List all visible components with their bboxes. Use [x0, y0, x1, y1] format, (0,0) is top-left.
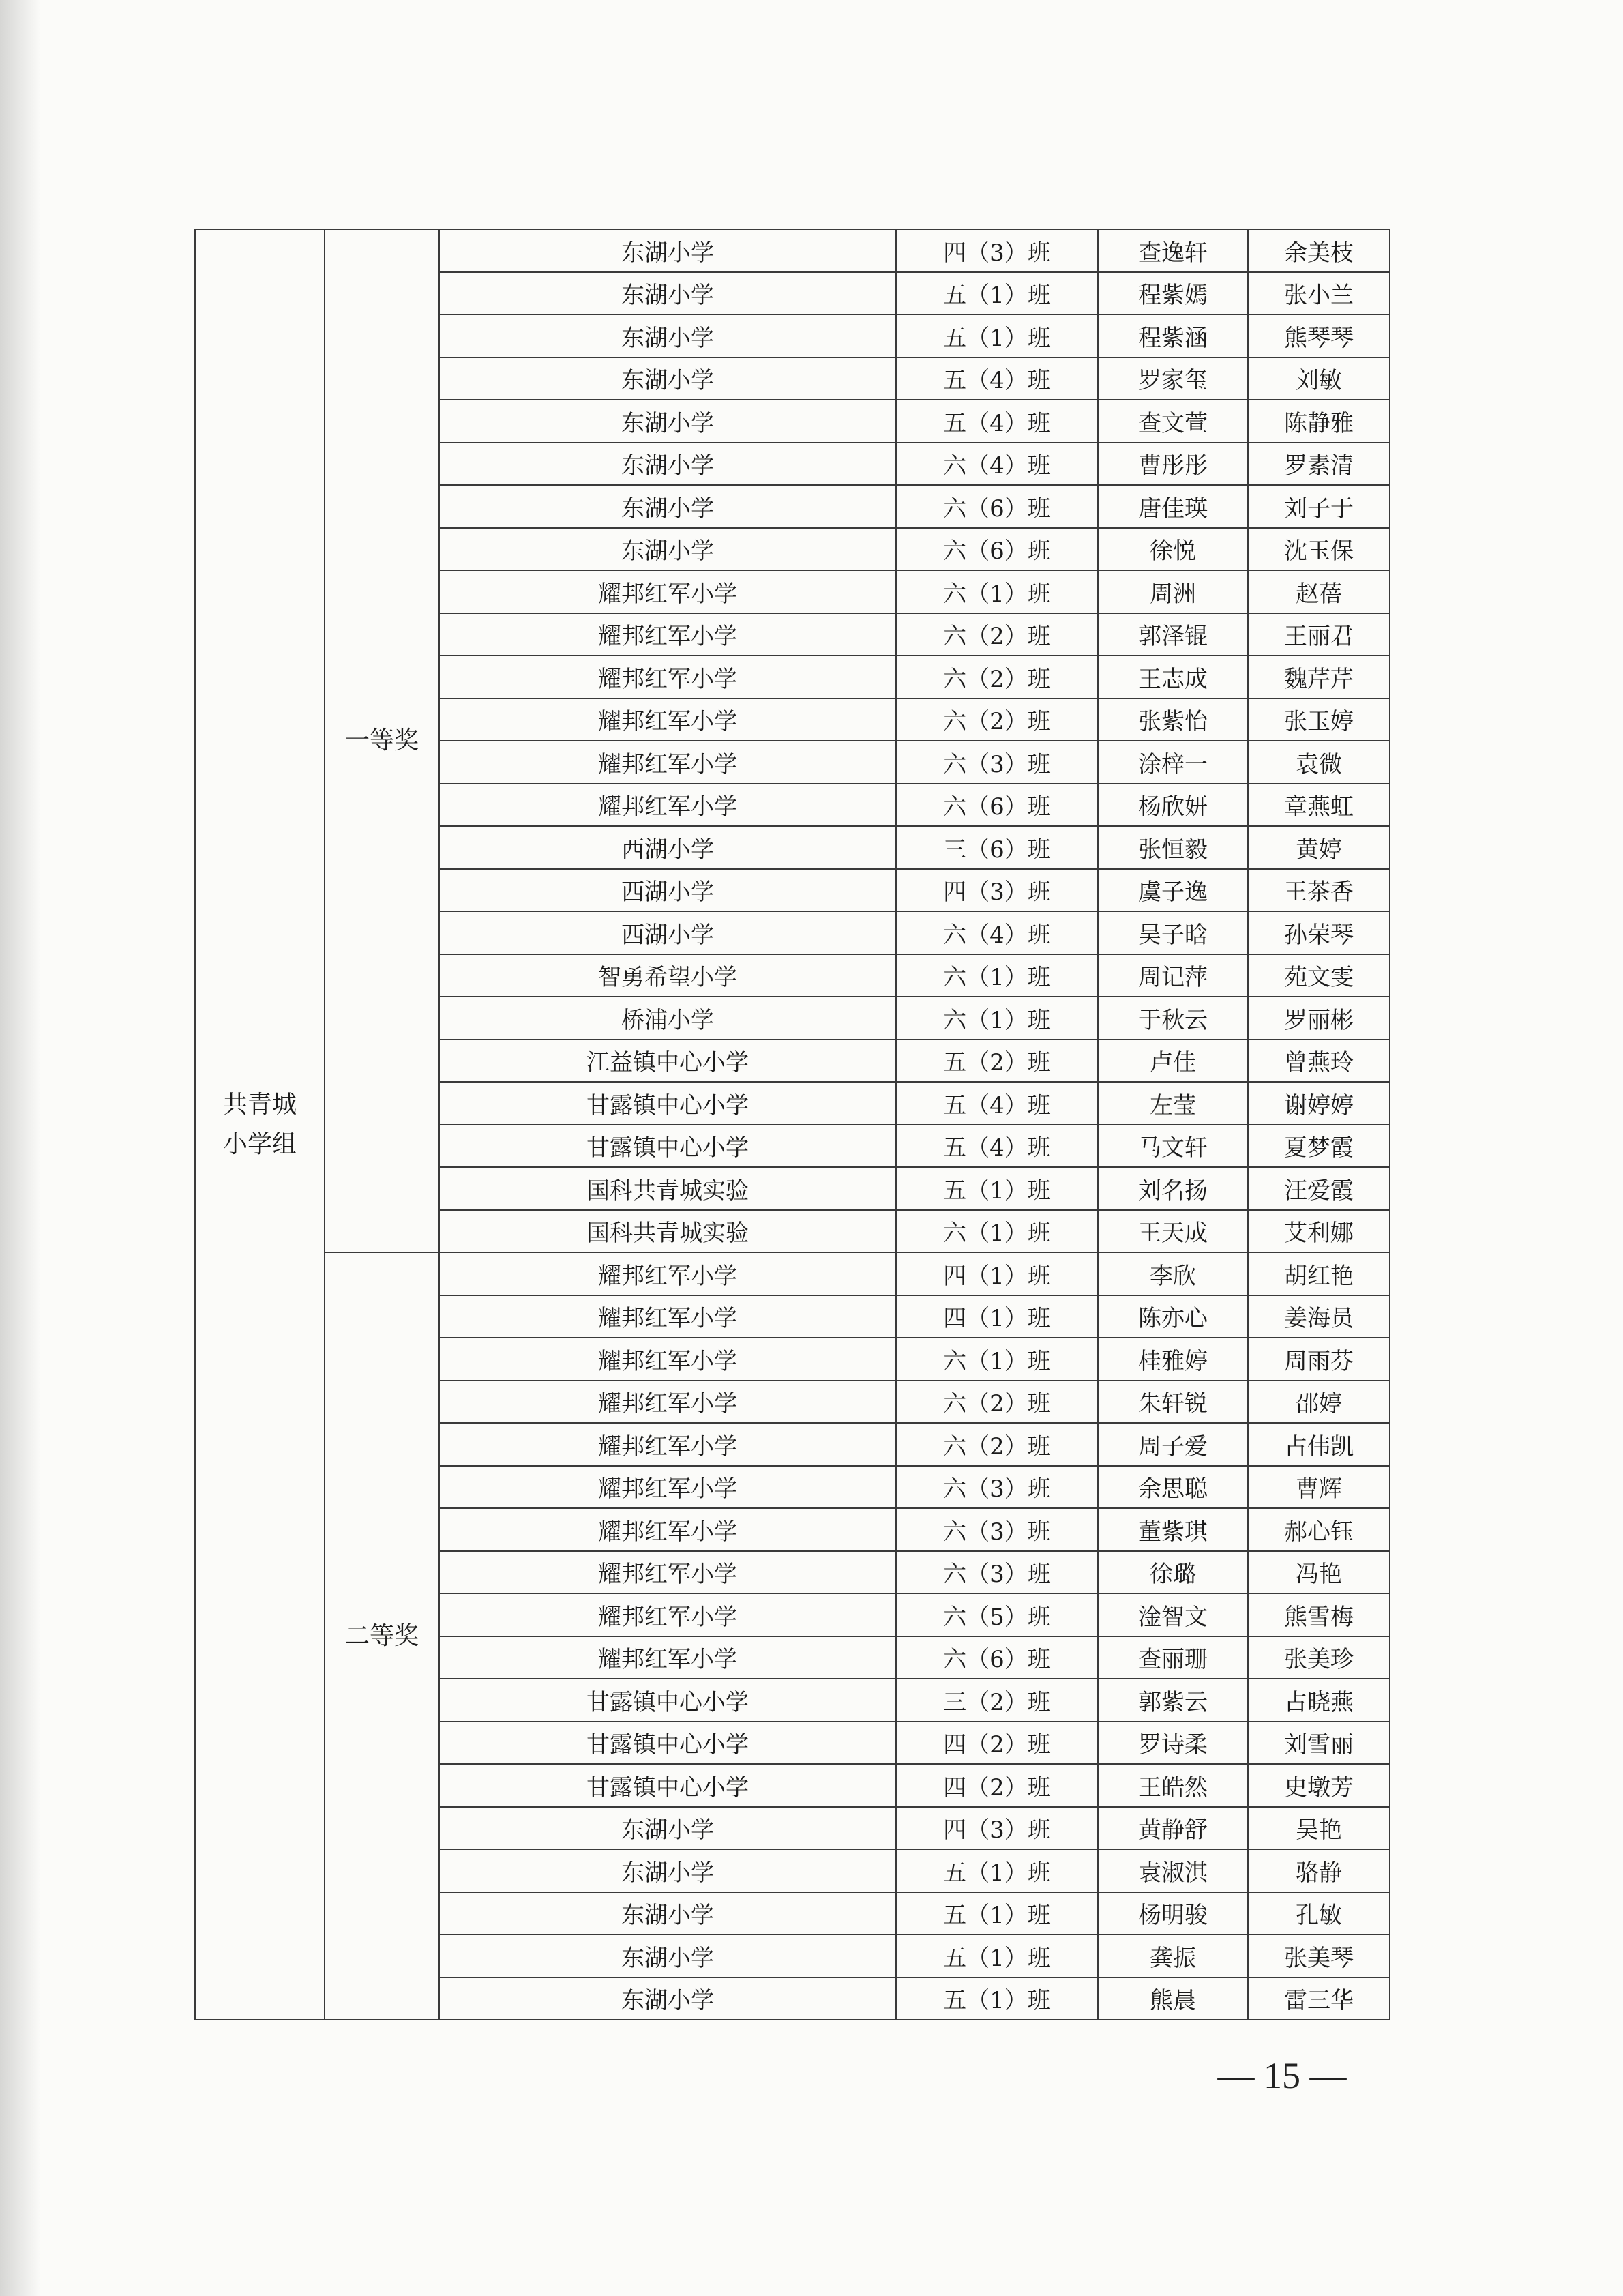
class-cell: 五（1）班 — [896, 1892, 1098, 1935]
school-cell: 国科共青城实验 — [439, 1210, 896, 1253]
student-cell: 徐悦 — [1098, 528, 1248, 571]
student-cell: 徐璐 — [1098, 1551, 1248, 1594]
school-cell: 耀邦红军小学 — [439, 1551, 896, 1594]
teacher-cell: 姜海员 — [1248, 1295, 1390, 1338]
first-prize-cell: 一等奖 — [325, 229, 439, 1252]
class-cell: 六（2）班 — [896, 698, 1098, 741]
student-cell: 涂梓一 — [1098, 741, 1248, 784]
teacher-cell: 魏芹芹 — [1248, 656, 1390, 698]
class-cell: 五（1）班 — [896, 1849, 1098, 1892]
class-cell: 六（6）班 — [896, 1636, 1098, 1679]
student-cell: 周记萍 — [1098, 954, 1248, 997]
school-cell: 耀邦红军小学 — [439, 1593, 896, 1636]
class-cell: 四（2）班 — [896, 1764, 1098, 1807]
school-cell: 甘露镇中心小学 — [439, 1082, 896, 1125]
table-row — [195, 229, 1390, 272]
school-cell: 东湖小学 — [439, 1849, 896, 1892]
class-cell: 三（2）班 — [896, 1679, 1098, 1722]
teacher-cell: 曹辉 — [1248, 1466, 1390, 1509]
student-cell: 桂雅婷 — [1098, 1338, 1248, 1381]
teacher-cell: 刘雪丽 — [1248, 1722, 1390, 1765]
school-cell: 甘露镇中心小学 — [439, 1764, 896, 1807]
student-cell: 王天成 — [1098, 1210, 1248, 1253]
teacher-cell: 吴艳 — [1248, 1807, 1390, 1850]
teacher-cell: 汪爱霞 — [1248, 1167, 1390, 1210]
school-cell: 东湖小学 — [439, 1977, 896, 2020]
teacher-cell: 陈静雅 — [1248, 400, 1390, 443]
teacher-cell: 熊琴琴 — [1248, 314, 1390, 357]
class-cell: 四（2）班 — [896, 1722, 1098, 1765]
student-cell: 程紫涵 — [1098, 314, 1248, 357]
school-cell: 耀邦红军小学 — [439, 1508, 896, 1551]
teacher-cell: 赵蓓 — [1248, 570, 1390, 613]
class-cell: 五（4）班 — [896, 1125, 1098, 1168]
class-cell: 五（1）班 — [896, 314, 1098, 357]
school-cell: 东湖小学 — [439, 1892, 896, 1935]
class-cell: 六（3）班 — [896, 1551, 1098, 1594]
teacher-cell: 苑文雯 — [1248, 954, 1390, 997]
teacher-cell: 章燕虹 — [1248, 784, 1390, 827]
teacher-cell: 雷三华 — [1248, 1977, 1390, 2020]
student-cell: 张紫怡 — [1098, 698, 1248, 741]
class-cell: 六（1）班 — [896, 954, 1098, 997]
class-cell: 五（1）班 — [896, 272, 1098, 315]
teacher-cell: 周雨芬 — [1248, 1338, 1390, 1381]
student-cell: 罗家玺 — [1098, 357, 1248, 400]
teacher-cell: 王丽君 — [1248, 613, 1390, 656]
school-cell: 耀邦红军小学 — [439, 1423, 896, 1466]
school-cell: 耀邦红军小学 — [439, 613, 896, 656]
group-cell: 共青城 小学组 — [195, 229, 325, 2020]
teacher-cell: 张玉婷 — [1248, 698, 1390, 741]
teacher-cell: 邵婷 — [1248, 1381, 1390, 1424]
student-cell: 张恒毅 — [1098, 826, 1248, 869]
teacher-cell: 冯艳 — [1248, 1551, 1390, 1594]
student-cell: 袁淑淇 — [1098, 1849, 1248, 1892]
student-cell: 吴子晗 — [1098, 911, 1248, 954]
awards-table-body — [195, 229, 1390, 2020]
class-cell: 六（5）班 — [896, 1593, 1098, 1636]
school-cell: 耀邦红军小学 — [439, 1295, 896, 1338]
school-cell: 东湖小学 — [439, 400, 896, 443]
class-cell: 四（1）班 — [896, 1252, 1098, 1295]
student-cell: 程紫嫣 — [1098, 272, 1248, 315]
teacher-cell: 孔敏 — [1248, 1892, 1390, 1935]
student-cell: 李欣 — [1098, 1252, 1248, 1295]
school-cell: 东湖小学 — [439, 485, 896, 528]
student-cell: 熊晨 — [1098, 1977, 1248, 2020]
student-cell: 虞子逸 — [1098, 869, 1248, 912]
class-cell: 六（6）班 — [896, 784, 1098, 827]
class-cell: 五（4）班 — [896, 400, 1098, 443]
class-cell: 六（3）班 — [896, 741, 1098, 784]
class-cell: 五（1）班 — [896, 1934, 1098, 1977]
class-cell: 四（3）班 — [896, 1807, 1098, 1850]
class-cell: 五（1）班 — [896, 1167, 1098, 1210]
student-cell: 董紫琪 — [1098, 1508, 1248, 1551]
school-cell: 东湖小学 — [439, 229, 896, 272]
student-cell: 陈亦心 — [1098, 1295, 1248, 1338]
page-edge-shadow — [0, 0, 41, 2296]
school-cell: 耀邦红军小学 — [439, 1466, 896, 1509]
class-cell: 六（1）班 — [896, 1338, 1098, 1381]
class-cell: 六（6）班 — [896, 528, 1098, 571]
second-prize-cell: 二等奖 — [325, 1252, 439, 2020]
student-cell: 左莹 — [1098, 1082, 1248, 1125]
student-cell: 唐佳瑛 — [1098, 485, 1248, 528]
student-cell: 淦智文 — [1098, 1593, 1248, 1636]
table-row — [195, 1252, 1390, 1295]
class-cell: 五（4）班 — [896, 357, 1098, 400]
student-cell: 马文轩 — [1098, 1125, 1248, 1168]
school-cell: 耀邦红军小学 — [439, 1636, 896, 1679]
teacher-cell: 胡红艳 — [1248, 1252, 1390, 1295]
teacher-cell: 孙荣琴 — [1248, 911, 1390, 954]
class-cell: 六（3）班 — [896, 1508, 1098, 1551]
school-cell: 耀邦红军小学 — [439, 698, 896, 741]
teacher-cell: 刘子于 — [1248, 485, 1390, 528]
school-cell: 国科共青城实验 — [439, 1167, 896, 1210]
student-cell: 黄静舒 — [1098, 1807, 1248, 1850]
class-cell: 五（2）班 — [896, 1040, 1098, 1083]
school-cell: 东湖小学 — [439, 357, 896, 400]
teacher-cell: 沈玉保 — [1248, 528, 1390, 571]
school-cell: 西湖小学 — [439, 911, 896, 954]
teacher-cell: 罗素清 — [1248, 443, 1390, 486]
teacher-cell: 黄婷 — [1248, 826, 1390, 869]
teacher-cell: 余美枝 — [1248, 229, 1390, 272]
school-cell: 耀邦红军小学 — [439, 1381, 896, 1424]
student-cell: 查文萱 — [1098, 400, 1248, 443]
teacher-cell: 夏梦霞 — [1248, 1125, 1390, 1168]
student-cell: 于秋云 — [1098, 997, 1248, 1040]
school-cell: 耀邦红军小学 — [439, 570, 896, 613]
student-cell: 王志成 — [1098, 656, 1248, 698]
teacher-cell: 熊雪梅 — [1248, 1593, 1390, 1636]
teacher-cell: 刘敏 — [1248, 357, 1390, 400]
school-cell: 耀邦红军小学 — [439, 784, 896, 827]
class-cell: 三（6）班 — [896, 826, 1098, 869]
student-cell: 查逸轩 — [1098, 229, 1248, 272]
class-cell: 六（3）班 — [896, 1466, 1098, 1509]
teacher-cell: 王茶香 — [1248, 869, 1390, 912]
student-cell: 余思聪 — [1098, 1466, 1248, 1509]
school-cell: 耀邦红军小学 — [439, 1252, 896, 1295]
school-cell: 甘露镇中心小学 — [439, 1679, 896, 1722]
school-cell: 耀邦红军小学 — [439, 741, 896, 784]
school-cell: 甘露镇中心小学 — [439, 1722, 896, 1765]
class-cell: 五（1）班 — [896, 1977, 1098, 2020]
class-cell: 六（2）班 — [896, 613, 1098, 656]
class-cell: 六（1）班 — [896, 997, 1098, 1040]
class-cell: 六（6）班 — [896, 485, 1098, 528]
class-cell: 六（4）班 — [896, 911, 1098, 954]
school-cell: 东湖小学 — [439, 443, 896, 486]
teacher-cell: 张小兰 — [1248, 272, 1390, 315]
class-cell: 四（3）班 — [896, 229, 1098, 272]
student-cell: 刘名扬 — [1098, 1167, 1248, 1210]
teacher-cell: 曾燕玲 — [1248, 1040, 1390, 1083]
student-cell: 郭紫云 — [1098, 1679, 1248, 1722]
student-cell: 周子爱 — [1098, 1423, 1248, 1466]
school-cell: 西湖小学 — [439, 826, 896, 869]
teacher-cell: 骆静 — [1248, 1849, 1390, 1892]
student-cell: 王皓然 — [1098, 1764, 1248, 1807]
teacher-cell: 占伟凯 — [1248, 1423, 1390, 1466]
teacher-cell: 罗丽彬 — [1248, 997, 1390, 1040]
class-cell: 四（3）班 — [896, 869, 1098, 912]
teacher-cell: 艾利娜 — [1248, 1210, 1390, 1253]
school-cell: 西湖小学 — [439, 869, 896, 912]
class-cell: 六（1）班 — [896, 570, 1098, 613]
class-cell: 五（4）班 — [896, 1082, 1098, 1125]
class-cell: 六（4）班 — [896, 443, 1098, 486]
page-number: — 15 — — [1217, 2055, 1347, 2096]
student-cell: 杨明骏 — [1098, 1892, 1248, 1935]
student-cell: 查丽珊 — [1098, 1636, 1248, 1679]
teacher-cell: 郝心钰 — [1248, 1508, 1390, 1551]
student-cell: 卢佳 — [1098, 1040, 1248, 1083]
student-cell: 周洲 — [1098, 570, 1248, 613]
school-cell: 江益镇中心小学 — [439, 1040, 896, 1083]
school-cell: 甘露镇中心小学 — [439, 1125, 896, 1168]
teacher-cell: 张美珍 — [1248, 1636, 1390, 1679]
student-cell: 朱轩锐 — [1098, 1381, 1248, 1424]
class-cell: 六（2）班 — [896, 1381, 1098, 1424]
teacher-cell: 张美琴 — [1248, 1934, 1390, 1977]
school-cell: 东湖小学 — [439, 272, 896, 315]
school-cell: 东湖小学 — [439, 1807, 896, 1850]
student-cell: 杨欣妍 — [1098, 784, 1248, 827]
student-cell: 郭泽锟 — [1098, 613, 1248, 656]
awards-table — [194, 229, 1390, 2020]
class-cell: 六（2）班 — [896, 1423, 1098, 1466]
school-cell: 智勇希望小学 — [439, 954, 896, 997]
school-cell: 耀邦红军小学 — [439, 656, 896, 698]
class-cell: 六（2）班 — [896, 656, 1098, 698]
school-cell: 耀邦红军小学 — [439, 1338, 896, 1381]
teacher-cell: 史墩芳 — [1248, 1764, 1390, 1807]
student-cell: 龚振 — [1098, 1934, 1248, 1977]
school-cell: 东湖小学 — [439, 314, 896, 357]
class-cell: 四（1）班 — [896, 1295, 1098, 1338]
school-cell: 东湖小学 — [439, 528, 896, 571]
teacher-cell: 占晓燕 — [1248, 1679, 1390, 1722]
class-cell: 六（1）班 — [896, 1210, 1098, 1253]
teacher-cell: 袁微 — [1248, 741, 1390, 784]
student-cell: 罗诗柔 — [1098, 1722, 1248, 1765]
student-cell: 曹彤彤 — [1098, 443, 1248, 486]
school-cell: 桥浦小学 — [439, 997, 896, 1040]
school-cell: 东湖小学 — [439, 1934, 896, 1977]
teacher-cell: 谢婷婷 — [1248, 1082, 1390, 1125]
